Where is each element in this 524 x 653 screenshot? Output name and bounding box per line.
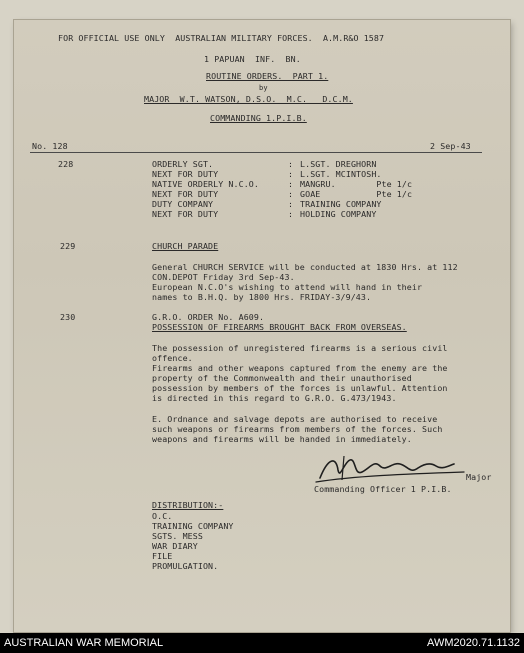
roster-role: DUTY COMPANY xyxy=(152,199,214,209)
distribution-heading: DISTRIBUTION:- xyxy=(152,500,224,510)
roster-sep: : xyxy=(288,199,294,209)
paragraph-number-228: 228 xyxy=(58,159,74,169)
firearms-line: The possession of unregistered firearms is a serious civil xyxy=(152,343,448,353)
distribution-item: WAR DIARY xyxy=(152,541,198,551)
firearms-line: such weapons or firearms from members of the forces. Such xyxy=(152,424,443,434)
firearms-line: E. Ordnance and salvage depots are authorised to receive xyxy=(152,414,438,424)
roster-sep: : xyxy=(288,159,294,169)
signature-rank: Major xyxy=(466,472,492,482)
document-title: ROUTINE ORDERS. PART 1. xyxy=(206,71,329,81)
distribution-item: PROMULGATION. xyxy=(152,561,219,571)
header-divider xyxy=(30,152,482,153)
church-line: General CHURCH SERVICE will be conducted at 1830 Hrs. at 112 xyxy=(152,262,458,272)
roster-role: NEXT FOR DUTY xyxy=(152,169,219,179)
roster-sep: : xyxy=(288,189,294,199)
firearms-line: possession by members of the forces is unlawful. Attention xyxy=(152,383,448,393)
paragraph-number-229: 229 xyxy=(60,241,76,251)
signature-title: Commanding Officer 1 P.I.B. xyxy=(314,484,452,494)
roster-name: MANGRU. Pte 1/c xyxy=(300,179,413,189)
roster-name: HOLDING COMPANY xyxy=(300,209,377,219)
archive-footer-bar xyxy=(0,633,524,653)
unit-name: 1 PAPUAN INF. BN. xyxy=(204,54,301,64)
accession-number: AWM2020.71.1132 xyxy=(427,637,520,649)
document-sheet xyxy=(14,20,510,632)
handwritten-signature xyxy=(314,452,474,486)
issuing-officer: MAJOR W.T. WATSON, D.S.O. M.C. D.C.M. xyxy=(144,94,353,104)
roster-name: TRAINING COMPANY xyxy=(300,199,382,209)
church-heading: CHURCH PARADE xyxy=(152,241,219,251)
roster-role: NATIVE ORDERLY N.C.O. xyxy=(152,179,259,189)
order-number: No. 128 xyxy=(32,141,68,151)
commanding-line: COMMANDING 1.P.I.B. xyxy=(210,113,307,123)
roster-sep: : xyxy=(288,209,294,219)
distribution-item: TRAINING COMPANY xyxy=(152,521,234,531)
firearms-heading: POSSESSION OF FIREARMS BROUGHT BACK FROM OVERSEAS. xyxy=(152,322,407,332)
gro-reference: G.R.O. ORDER No. A609. xyxy=(152,312,265,322)
roster-role: ORDERLY SGT. xyxy=(152,159,214,169)
church-line: names to B.H.Q. by 1800 Hrs. FRIDAY-3/9/43. xyxy=(152,292,372,302)
roster-role: NEXT FOR DUTY xyxy=(152,209,219,219)
church-line: European N.C.O's wishing to attend will hand in their xyxy=(152,282,423,292)
classification-line: FOR OFFICIAL USE ONLY AUSTRALIAN MILITARY FORCES. A.M.R&O 1587 xyxy=(58,33,385,43)
roster-sep: : xyxy=(288,179,294,189)
paragraph-number-230: 230 xyxy=(60,312,76,322)
roster-name: GOAE Pte 1/c xyxy=(300,189,413,199)
by-label: by xyxy=(259,84,268,92)
firearms-line: property of the Commonwealth and their unauthorised xyxy=(152,373,412,383)
distribution-item: FILE xyxy=(152,551,173,561)
roster-sep: : xyxy=(288,169,294,179)
roster-name: L.SGT. DREGHORN xyxy=(300,159,377,169)
archive-name: AUSTRALIAN WAR MEMORIAL xyxy=(4,637,164,649)
firearms-line: offence. xyxy=(152,353,193,363)
church-line: CON.DEPOT Friday 3rd Sep-43. xyxy=(152,272,295,282)
firearms-line: weapons and firearms will be handed in immediately. xyxy=(152,434,412,444)
distribution-item: O.C. xyxy=(152,511,173,521)
roster-name: L.SGT. MCINTOSH. xyxy=(300,169,382,179)
firearms-line: is directed in this regard to G.R.O. G.473/1943. xyxy=(152,393,397,403)
roster-role: NEXT FOR DUTY xyxy=(152,189,219,199)
distribution-item: SGTS. MESS xyxy=(152,531,203,541)
firearms-line: Firearms and other weapons captured from the enemy are the xyxy=(152,363,448,373)
order-date: 2 Sep-43 xyxy=(430,141,471,151)
